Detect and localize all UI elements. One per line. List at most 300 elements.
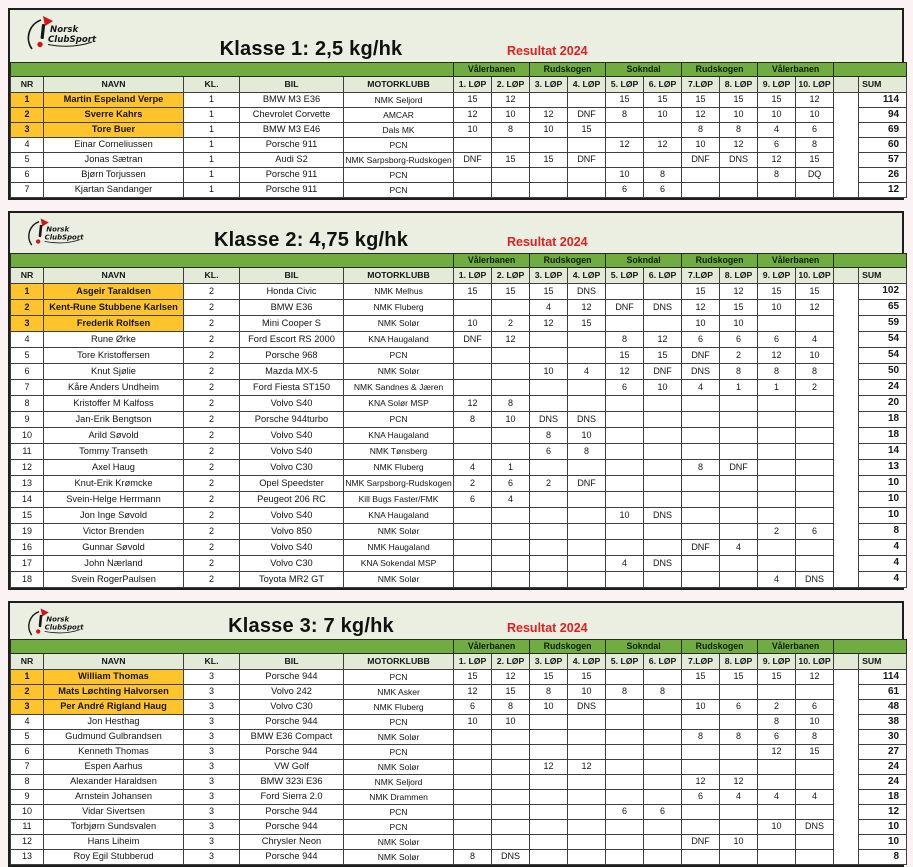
score-cell: [530, 348, 568, 364]
column-header: 3. LØP: [530, 654, 568, 670]
results-table: [10, 62, 907, 198]
name-cell: Hans Liheim: [44, 835, 184, 850]
score-cell: [568, 556, 606, 572]
car-cell: Porsche 944: [240, 715, 344, 730]
score-cell: [568, 93, 606, 108]
score-cell: 1: [758, 380, 796, 396]
score-cell: [568, 540, 606, 556]
score-cell: [568, 396, 606, 412]
score-cell: [606, 572, 644, 588]
club-cell: NMK Seljord: [344, 775, 454, 790]
car-cell: Peugeot 206 RC: [240, 492, 344, 508]
score-cell: [682, 685, 720, 700]
track-header: Sokndal: [606, 254, 682, 268]
column-header: KL.: [184, 268, 240, 284]
score-cell: 12: [606, 138, 644, 153]
score-cell: [644, 524, 682, 540]
name-cell: Tore Buer: [44, 123, 184, 138]
score-cell: [492, 364, 530, 380]
norsk-clubsport-logo: [20, 13, 104, 60]
score-cell: 12: [568, 300, 606, 316]
result-row: [11, 745, 907, 760]
score-cell: 6: [606, 805, 644, 820]
result-row: [11, 332, 907, 348]
score-cell: 8: [492, 700, 530, 715]
score-cell: [454, 790, 492, 805]
score-cell: [720, 183, 758, 198]
sum-cell: 61: [859, 685, 907, 700]
score-cell: [796, 460, 834, 476]
track-header: Rudskogen: [530, 63, 606, 77]
car-cell: BMW E36 Compact: [240, 730, 344, 745]
score-cell: 15: [644, 348, 682, 364]
sum-cell: 10: [859, 492, 907, 508]
score-cell: 10: [492, 715, 530, 730]
score-cell: 2: [796, 380, 834, 396]
score-cell: [796, 412, 834, 428]
result-row: [11, 508, 907, 524]
norsk-clubsport-logo: [20, 606, 92, 645]
club-cell: KNA Haugaland: [344, 428, 454, 444]
score-cell: [682, 183, 720, 198]
score-cell: 12: [796, 670, 834, 685]
result-row: [11, 835, 907, 850]
class-cell: 2: [184, 556, 240, 572]
score-cell: [682, 444, 720, 460]
name-cell: Kent-Rune Stubbene Karlsen: [44, 300, 184, 316]
class-cell: 3: [184, 790, 240, 805]
column-header: 7.LØP: [682, 268, 720, 284]
column-header: NR: [11, 654, 44, 670]
score-cell: 12: [454, 396, 492, 412]
score-cell: 6: [796, 524, 834, 540]
score-cell: [568, 492, 606, 508]
score-cell: 15: [454, 93, 492, 108]
score-cell: DNS: [568, 284, 606, 300]
class-cell: 3: [184, 730, 240, 745]
car-cell: Porsche 944: [240, 850, 344, 865]
score-cell: [606, 396, 644, 412]
score-cell: [530, 556, 568, 572]
class-cell: 3: [184, 745, 240, 760]
rank-cell: 12: [11, 835, 44, 850]
score-cell: [492, 300, 530, 316]
result-row: [11, 444, 907, 460]
track-band-right: [834, 63, 907, 77]
score-cell: [758, 444, 796, 460]
score-cell: 10: [492, 108, 530, 123]
score-cell: [796, 396, 834, 412]
score-cell: 8: [720, 123, 758, 138]
score-cell: [682, 492, 720, 508]
result-row: [11, 790, 907, 805]
score-cell: DNF: [568, 153, 606, 168]
score-cell: DNF: [682, 835, 720, 850]
score-cell: [644, 572, 682, 588]
class-cell: 1: [184, 93, 240, 108]
score-cell: 15: [796, 153, 834, 168]
rank-cell: 18: [11, 572, 44, 588]
club-cell: NMK Tønsberg: [344, 444, 454, 460]
track-header: Rudskogen: [682, 63, 758, 77]
score-cell: 6: [682, 790, 720, 805]
class-cell: 3: [184, 775, 240, 790]
score-cell: 2: [758, 524, 796, 540]
sum-cell: 30: [859, 730, 907, 745]
name-cell: Jon Inge Søvold: [44, 508, 184, 524]
score-cell: [568, 332, 606, 348]
class-cell: 1: [184, 183, 240, 198]
score-cell: [758, 460, 796, 476]
score-cell: 12: [492, 670, 530, 685]
club-cell: NMK Haugaland: [344, 540, 454, 556]
name-cell: Kristoffer M Kalfoss: [44, 396, 184, 412]
score-cell: 12: [454, 108, 492, 123]
column-header: NAVN: [44, 654, 184, 670]
score-cell: [530, 540, 568, 556]
column-header: 5. LØP: [606, 654, 644, 670]
score-cell: 15: [530, 670, 568, 685]
score-cell: [644, 700, 682, 715]
score-cell: [644, 476, 682, 492]
name-cell: Knut Sjølie: [44, 364, 184, 380]
car-cell: Audi S2: [240, 153, 344, 168]
club-cell: PCN: [344, 745, 454, 760]
rank-cell: 17: [11, 556, 44, 572]
column-header: 2. LØP: [492, 654, 530, 670]
score-cell: [720, 412, 758, 428]
score-cell: [758, 556, 796, 572]
result-row: [11, 700, 907, 715]
score-cell: 8: [644, 168, 682, 183]
name-cell: Victor Brenden: [44, 524, 184, 540]
score-cell: [606, 835, 644, 850]
class-cell: 3: [184, 685, 240, 700]
score-cell: 15: [492, 685, 530, 700]
club-cell: PCN: [344, 168, 454, 183]
score-cell: [454, 364, 492, 380]
score-cell: 12: [530, 108, 568, 123]
car-cell: Mini Cooper S: [240, 316, 344, 332]
track-band-right: [834, 640, 907, 654]
rank-cell: 3: [11, 123, 44, 138]
track-header: Rudskogen: [682, 254, 758, 268]
score-cell: 15: [568, 670, 606, 685]
track-band-left: [11, 63, 454, 77]
name-cell: Martin Espeland Verpe: [44, 93, 184, 108]
name-cell: Jon Hesthag: [44, 715, 184, 730]
score-cell: [606, 715, 644, 730]
class-cell: 3: [184, 700, 240, 715]
score-cell: [644, 835, 682, 850]
result-row: [11, 183, 907, 198]
score-cell: [568, 460, 606, 476]
score-cell: 8: [492, 123, 530, 138]
car-cell: Porsche 911: [240, 183, 344, 198]
score-cell: [530, 168, 568, 183]
sum-cell: 27: [859, 745, 907, 760]
column-header: 10. LØP: [796, 268, 834, 284]
result-row: [11, 316, 907, 332]
track-band-row: [11, 63, 907, 77]
class-cell: 3: [184, 835, 240, 850]
score-cell: [568, 790, 606, 805]
score-cell: [758, 685, 796, 700]
season-result-label: Resultat 2024: [507, 44, 588, 58]
score-cell: [644, 820, 682, 835]
score-cell: [568, 380, 606, 396]
score-cell: [492, 835, 530, 850]
score-cell: 15: [758, 284, 796, 300]
class-cell: 2: [184, 380, 240, 396]
score-cell: 12: [796, 300, 834, 316]
score-cell: [682, 850, 720, 865]
score-cell: 10: [454, 123, 492, 138]
result-row: [11, 364, 907, 380]
club-cell: NMK Solør: [344, 760, 454, 775]
column-header: 10. LØP: [796, 77, 834, 93]
column-header: 3. LØP: [530, 268, 568, 284]
score-cell: 15: [606, 93, 644, 108]
score-cell: [796, 540, 834, 556]
score-cell: [606, 123, 644, 138]
score-cell: [606, 700, 644, 715]
result-row: [11, 396, 907, 412]
class-cell: 2: [184, 316, 240, 332]
score-cell: [492, 348, 530, 364]
sum-cell: 24: [859, 380, 907, 396]
score-cell: 6: [492, 476, 530, 492]
score-cell: 12: [492, 332, 530, 348]
score-cell: 4: [758, 572, 796, 588]
track-header: Vålerbanen: [758, 640, 834, 654]
score-cell: [492, 556, 530, 572]
result-row: [11, 476, 907, 492]
club-cell: NMK Fluberg: [344, 700, 454, 715]
column-header-row: [11, 268, 907, 284]
score-cell: 12: [682, 775, 720, 790]
score-cell: [644, 730, 682, 745]
spacer-header-cell: [834, 654, 859, 670]
class-cell: 3: [184, 850, 240, 865]
score-cell: 4: [530, 300, 568, 316]
class-cell: 3: [184, 820, 240, 835]
track-header: Vålerbanen: [454, 254, 530, 268]
score-cell: [530, 460, 568, 476]
score-cell: 4: [720, 790, 758, 805]
score-cell: 10: [720, 108, 758, 123]
score-cell: [644, 715, 682, 730]
score-cell: [796, 805, 834, 820]
score-cell: [454, 760, 492, 775]
class-cell: 1: [184, 153, 240, 168]
car-cell: BMW M3 E46: [240, 123, 344, 138]
rank-cell: 9: [11, 412, 44, 428]
sum-cell: 114: [859, 670, 907, 685]
class-cell: 1: [184, 123, 240, 138]
club-cell: NMK Solør: [344, 835, 454, 850]
sum-cell: 65: [859, 300, 907, 316]
score-cell: [720, 524, 758, 540]
column-header: 9. LØP: [758, 654, 796, 670]
name-cell: Rune Ørke: [44, 332, 184, 348]
score-cell: [682, 715, 720, 730]
column-header: 4. LØP: [568, 268, 606, 284]
score-cell: [454, 183, 492, 198]
score-cell: [492, 820, 530, 835]
svg-text:Norsk: Norsk: [50, 25, 79, 35]
column-header: 6. LØP: [644, 77, 682, 93]
score-cell: 12: [530, 760, 568, 775]
column-header-row: [11, 77, 907, 93]
score-cell: [682, 168, 720, 183]
score-cell: [796, 183, 834, 198]
score-cell: [606, 428, 644, 444]
track-band-right: [834, 254, 907, 268]
score-cell: [758, 775, 796, 790]
sum-cell: 26: [859, 168, 907, 183]
score-cell: 4: [492, 492, 530, 508]
score-cell: [758, 850, 796, 865]
car-cell: Mazda MX-5: [240, 364, 344, 380]
rank-cell: 3: [11, 700, 44, 715]
score-cell: 4: [454, 460, 492, 476]
score-cell: [568, 348, 606, 364]
score-cell: [454, 444, 492, 460]
score-cell: 1: [492, 460, 530, 476]
score-cell: 12: [682, 108, 720, 123]
score-cell: [454, 775, 492, 790]
track-header: Vålerbanen: [454, 63, 530, 77]
club-cell: PCN: [344, 715, 454, 730]
result-row: [11, 820, 907, 835]
score-cell: [644, 460, 682, 476]
club-cell: KNA Sokendal MSP: [344, 556, 454, 572]
name-cell: Tore Kristoffersen: [44, 348, 184, 364]
result-row: [11, 168, 907, 183]
result-row: [11, 428, 907, 444]
score-cell: [682, 508, 720, 524]
result-row: [11, 348, 907, 364]
column-header: 1. LØP: [454, 268, 492, 284]
track-header: Sokndal: [606, 63, 682, 77]
score-cell: 8: [606, 108, 644, 123]
score-cell: [720, 492, 758, 508]
result-row: [11, 730, 907, 745]
sum-cell: 38: [859, 715, 907, 730]
score-cell: 8: [606, 332, 644, 348]
score-cell: [644, 850, 682, 865]
club-cell: NMK Solør: [344, 524, 454, 540]
sum-cell: 18: [859, 428, 907, 444]
score-cell: 12: [720, 775, 758, 790]
club-cell: NMK Asker: [344, 685, 454, 700]
score-cell: [530, 730, 568, 745]
score-cell: 4: [682, 380, 720, 396]
class-cell: 2: [184, 364, 240, 380]
class-cell: 3: [184, 715, 240, 730]
class-cell: 2: [184, 492, 240, 508]
rank-cell: 6: [11, 364, 44, 380]
score-cell: [682, 412, 720, 428]
rank-cell: 1: [11, 93, 44, 108]
car-cell: Porsche 944: [240, 820, 344, 835]
sum-cell: 24: [859, 760, 907, 775]
class-cell: 1: [184, 108, 240, 123]
sum-cell: 20: [859, 396, 907, 412]
score-cell: [530, 524, 568, 540]
norsk-clubsport-gauge-icon: [20, 216, 92, 250]
name-cell: Alexander Haraldsen: [44, 775, 184, 790]
car-cell: Volvo 242: [240, 685, 344, 700]
score-cell: [492, 540, 530, 556]
car-cell: Toyota MR2 GT: [240, 572, 344, 588]
car-cell: BMW 323i E36: [240, 775, 344, 790]
score-cell: 15: [796, 284, 834, 300]
class-cell: 2: [184, 396, 240, 412]
score-cell: 8: [454, 412, 492, 428]
score-cell: [606, 460, 644, 476]
rank-cell: 1: [11, 284, 44, 300]
score-cell: 8: [454, 850, 492, 865]
score-cell: 4: [720, 540, 758, 556]
car-cell: Ford Escort RS 2000: [240, 332, 344, 348]
score-cell: 12: [530, 316, 568, 332]
name-cell: Jan-Erik Bengtson: [44, 412, 184, 428]
score-cell: 2: [492, 316, 530, 332]
score-cell: 12: [796, 93, 834, 108]
score-cell: [796, 476, 834, 492]
score-cell: 15: [492, 284, 530, 300]
score-cell: [796, 775, 834, 790]
name-cell: Vidar Sivertsen: [44, 805, 184, 820]
result-row: [11, 492, 907, 508]
score-cell: [454, 556, 492, 572]
score-cell: [492, 508, 530, 524]
score-cell: 15: [606, 348, 644, 364]
score-cell: [682, 805, 720, 820]
score-cell: 8: [796, 364, 834, 380]
spacer-column: [834, 670, 859, 865]
score-cell: 15: [720, 670, 758, 685]
class-table-1: [8, 8, 904, 200]
score-cell: [454, 572, 492, 588]
score-cell: 12: [682, 300, 720, 316]
score-cell: DNF: [454, 332, 492, 348]
spacer-header-cell: [834, 77, 859, 93]
class-cell: 2: [184, 476, 240, 492]
score-cell: [530, 790, 568, 805]
score-cell: [606, 444, 644, 460]
sum-cell: 69: [859, 123, 907, 138]
club-cell: NMK Solør: [344, 850, 454, 865]
name-cell: Kenneth Thomas: [44, 745, 184, 760]
column-header-row: [11, 654, 907, 670]
column-header: 4. LØP: [568, 77, 606, 93]
track-header: Vålerbanen: [454, 640, 530, 654]
club-cell: NMK Seljord: [344, 93, 454, 108]
score-cell: [492, 805, 530, 820]
score-cell: [644, 745, 682, 760]
name-cell: Tommy Transeth: [44, 444, 184, 460]
score-cell: [530, 745, 568, 760]
result-row: [11, 556, 907, 572]
score-cell: [758, 540, 796, 556]
score-cell: [758, 476, 796, 492]
sum-cell: 12: [859, 805, 907, 820]
score-cell: [530, 492, 568, 508]
track-header: Vålerbanen: [758, 254, 834, 268]
